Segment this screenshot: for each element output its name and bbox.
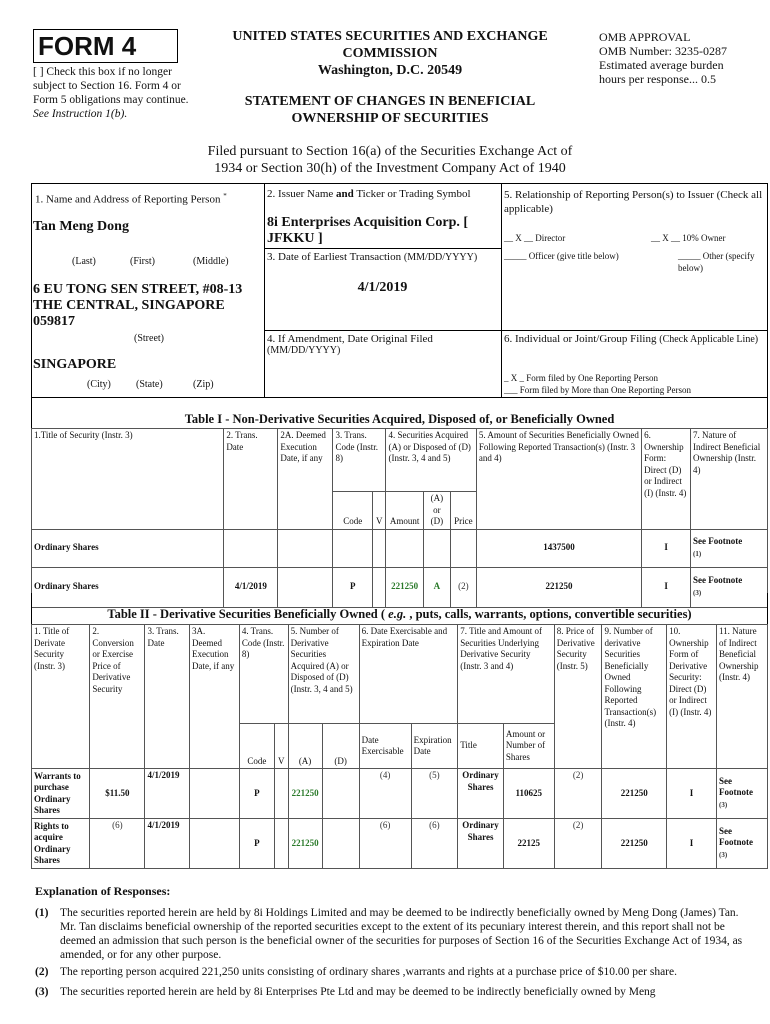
t2-r1-deemed	[190, 769, 240, 819]
form-title: FORM 4	[33, 29, 178, 63]
t2-col-form: 10. Ownership Form of Derivative Security: Direct (D) or Indirect (I) (Instr. 4)	[667, 625, 717, 769]
t1-sub-amount: Amount	[386, 492, 423, 530]
footnote-ref[interactable]: (1)	[693, 549, 702, 558]
t2-r1-d	[322, 769, 359, 819]
t2-r1-date: 4/1/2019	[145, 769, 190, 819]
t2-r2-date-ex[interactable]: (6)	[359, 819, 411, 869]
first-label: (First)	[130, 256, 155, 267]
t1-sub-aord: (A) or (D)	[423, 492, 450, 530]
zip-label: (Zip)	[193, 379, 214, 390]
t2-col-exercise: 6. Date Exercisable and Expiration Date	[359, 625, 458, 724]
t1-r2-owned: 221250	[476, 567, 641, 607]
other-checkbox[interactable]	[504, 250, 766, 274]
t2-r1-nature	[716, 769, 767, 819]
explanation-text: The reporting person acquired 221,250 units consisting of ordinary shares ,warrants and rights at a purchase price of $10.00 per share.	[60, 966, 677, 978]
other-label: _____ Other (specify below)	[678, 251, 755, 273]
t2-col-price: 8. Price of Derivative Security (Instr. 5)	[554, 625, 602, 769]
t1-r1-nature	[691, 529, 768, 567]
table2-header-row	[32, 625, 768, 724]
explanation-num: (3)	[35, 986, 49, 998]
agency-line-1: UNITED STATES SECURITIES AND EXCHANGE	[232, 29, 548, 44]
t1-r2-form: I	[642, 567, 691, 607]
footnote-ref[interactable]: (3)	[718, 850, 728, 859]
table1-title: Table I - Non-Derivative Securities Acquired, Disposed of, or Beneficially Owned	[184, 412, 615, 426]
t2-col-underlying: 7. Title and Amount of Securities Underlying Derivative Security (Instr. 3 and 4)	[458, 625, 554, 724]
box1-label-text: 1. Name and Address of Reporting Person	[35, 193, 221, 206]
t1-r1-amount	[386, 529, 423, 567]
t1-col-deemed: 2A. Deemed Execution Date, if any	[278, 429, 333, 530]
t2-r2-u-title: Ordinary Shares	[458, 819, 504, 869]
reporting-person-name: Tan Meng Dong	[33, 219, 129, 234]
t2-sub-exp: Expiration Date	[411, 724, 458, 769]
omb-line-1: OMB APPROVAL	[599, 30, 691, 44]
table-row	[32, 529, 768, 567]
explanation-item-3	[35, 985, 745, 999]
t2-r2-code: P	[239, 819, 274, 869]
t1-r2-amount: 221250	[386, 567, 423, 607]
explanation-item-1	[35, 906, 745, 962]
amendment-label	[267, 333, 503, 356]
t1-col-code: 3. Trans. Code (Instr. 8)	[333, 429, 386, 492]
t1-r2-deemed	[278, 567, 333, 607]
footnote-ref[interactable]: (3)	[718, 800, 728, 809]
t2-col-number: 5. Number of Derivative Securities Acquired (A) or Disposed of (D) (Instr. 3, 4 and 5)	[288, 625, 359, 724]
derivative-table	[31, 624, 768, 869]
t1-r2-aord: A	[423, 567, 450, 607]
t2-r2-u-amount: 22125	[503, 819, 554, 869]
divider	[501, 183, 502, 398]
t1-r2-price[interactable]: (2)	[450, 567, 476, 607]
t2-sub-title: Title	[458, 724, 504, 769]
city-value: SINGAPORE	[33, 357, 117, 372]
t2-r1-code: P	[239, 769, 274, 819]
explanation-item-2	[35, 965, 745, 979]
box4-label-text: 4. If Amendment, Date Original Filed	[267, 333, 433, 345]
agency-line-2: COMMISSION	[342, 46, 438, 61]
t1-r1-owned: 1437500	[476, 529, 641, 567]
t1-col-title: 1.Title of Security (Instr. 3)	[32, 429, 224, 530]
street-label: (Street)	[134, 333, 164, 344]
agency-line-3: Washington, D.C. 20549	[317, 63, 463, 78]
t2-title-eg: e.g.	[388, 607, 407, 621]
ten-percent-owner-checkbox[interactable]: __ X __ 10% Owner	[651, 233, 726, 243]
explanation-num: (2)	[35, 966, 49, 978]
table-row	[32, 769, 768, 819]
t2-r2-deemed	[190, 819, 240, 869]
t2-r2-form: I	[667, 819, 717, 869]
reporting-person-label	[35, 192, 260, 206]
statement-heading	[205, 93, 575, 127]
t2-r1-v	[274, 769, 288, 819]
table2-title	[31, 607, 768, 622]
omb-line-4: hours per response... 0.5	[599, 72, 716, 86]
t1-r1-price	[450, 529, 476, 567]
t1-col-nature: 7. Nature of Indirect Beneficial Ownership (Instr. 4)	[691, 429, 768, 530]
t2-sub-date-ex: Date Exercisable	[359, 724, 411, 769]
t2-col-conversion: 2. Conversion or Exercise Price of Derivative Security	[90, 625, 145, 769]
t2-r2-d-price[interactable]: (2)	[554, 819, 602, 869]
t1-sub-v: V	[372, 492, 386, 530]
divider	[31, 397, 768, 398]
t2-r2-owned: 221250	[602, 819, 667, 869]
t2-col-deemed: 3A. Deemed Execution Date, if any	[190, 625, 240, 769]
t2-r1-u-title: Ordinary Shares	[458, 769, 504, 819]
divider	[767, 183, 768, 398]
omb-line-3: Estimated average burden	[599, 58, 724, 72]
t1-sub-code: Code	[333, 492, 373, 530]
t1-r2-nature	[691, 567, 768, 607]
t1-r2-code: P	[333, 567, 373, 607]
t2-r1-a: 221250	[288, 769, 322, 819]
t2-title-pre: Table II - Derivative Securities Beneficially Owned (	[107, 607, 389, 621]
one-person-filing[interactable]: _ X _ Form filed by One Reporting Person	[504, 373, 658, 383]
t1-r1-deemed	[278, 529, 333, 567]
issuer-label-and: and	[336, 188, 354, 200]
t1-col-owned: 5. Amount of Securities Beneficially Owned Following Reported Transaction(s) (Instr. 3 and 4)	[476, 429, 641, 530]
t1-r1-v	[372, 529, 386, 567]
t2-title-post: , puts, calls, warrants, options, convertible securities)	[406, 607, 692, 621]
divider	[31, 183, 768, 184]
t1-r2-v	[372, 567, 386, 607]
table-row	[32, 819, 768, 869]
t1-r1-nature-text: See Footnote	[693, 536, 743, 546]
t1-r1-title: Ordinary Shares	[32, 529, 224, 567]
table1-header-row	[32, 429, 768, 492]
filed-line-1: Filed pursuant to Section 16(a) of the Securities Exchange Act of	[207, 144, 573, 159]
t1-r1-date	[224, 529, 278, 567]
see-instruction: See Instruction 1(b).	[33, 108, 128, 120]
footnote-ref[interactable]: (3)	[693, 588, 702, 597]
t2-sub-v: V	[274, 724, 288, 769]
t2-r2-exp[interactable]: (6)	[411, 819, 458, 869]
explanation-heading: Explanation of Responses:	[35, 884, 171, 898]
joint-filing-label	[504, 333, 766, 346]
city-label: (City)	[87, 379, 111, 390]
t2-col-title: 1. Title of Derivate Security (Instr. 3)	[32, 625, 90, 769]
t2-col-owned: 9. Number of derivative Securities Beneficially Owned Following Reported Transaction(s) (Instr. 4)	[602, 625, 667, 769]
divider	[264, 248, 501, 249]
t1-r1-form: I	[642, 529, 691, 567]
divider	[264, 330, 768, 331]
section16-checkbox-text	[33, 65, 193, 121]
t2-r2-nature-text: See Footnote	[718, 825, 753, 848]
street-address: 6 EU TONG SEN STREET, #08-13 THE CENTRAL, SINGAPORE 059817	[33, 282, 243, 329]
t2-r1-date-ex[interactable]: (4)	[359, 769, 411, 819]
omb-line-2: OMB Number: 3235-0287	[599, 44, 727, 58]
t1-r1-aord	[423, 529, 450, 567]
explanation-text: The securities reported herein are held by 8i Holdings Limited and may be deemed to be indirectly beneficially owned by Meng Dong (James) Tan. Mr. Tan disclaims beneficial ownership of the reported securities except to the extent of its pecuniary interest therein, and this report shall not be deemed an admission that such person is the beneficial owner of the securities for purposes of Section 16 of the Securities Exchange Act of 1934, as amended, or for any other purpose.	[60, 907, 743, 961]
non-derivative-table	[31, 428, 768, 608]
t2-col-code: 4. Trans. Code (Instr. 8)	[239, 625, 288, 724]
box6-label-text: 6. Individual or Joint/Group Filing	[504, 333, 657, 345]
t2-col-date: 3. Trans. Date	[145, 625, 190, 769]
t2-r1-title: Warrants to purchase Ordinary Shares	[32, 769, 90, 819]
state-label: (State)	[136, 379, 163, 390]
explanation-text: The securities reported herein are held by 8i Enterprises Pte Ltd and may be deemed to be indirectly beneficially owned by Meng	[60, 986, 656, 998]
t1-r2-title: Ordinary Shares	[32, 567, 224, 607]
box3-label-text: 3. Date of Earliest Transaction	[267, 251, 402, 263]
t2-sub-code: Code	[239, 724, 274, 769]
t2-r2-a: 221250	[288, 819, 322, 869]
t2-r1-d-price[interactable]: (2)	[554, 769, 602, 819]
t1-r2-nature-text: See Footnote	[693, 575, 743, 585]
filed-line-2: 1934 or Section 30(h) of the Investment Company Act of 1940	[214, 161, 566, 176]
t1-sub-price: Price	[450, 492, 476, 530]
asterisk: *	[223, 192, 227, 200]
section16-checkbox[interactable]: [ ] Check this box if no longer subject to Section 16. Form 4 or Form 5 obligations may continue.	[33, 66, 189, 106]
t2-r1-nature-text: See Footnote	[718, 775, 753, 798]
relationship-label: 5. Relationship of Reporting Person(s) to Issuer (Check all applicable)	[504, 189, 763, 215]
earliest-transaction-date: 4/1/2019	[357, 280, 408, 295]
box4-format: (MM/DD/YYYY)	[267, 345, 341, 356]
explanation-num: (1)	[35, 907, 49, 919]
t2-r2-price[interactable]: (6)	[90, 819, 145, 869]
t2-col-nature: 11. Nature of Indirect Beneficial Ownership (Instr. 4)	[716, 625, 767, 769]
t1-col-date: 2. Trans. Date	[224, 429, 278, 530]
t1-r2-date: 4/1/2019	[224, 567, 278, 607]
t2-r1-owned: 221250	[602, 769, 667, 819]
t1-r1-code	[333, 529, 373, 567]
t2-r1-price: $11.50	[90, 769, 145, 819]
issuer-label-post: Ticker or Trading Symbol	[353, 188, 471, 200]
issuer-label-pre: 2. Issuer Name	[267, 188, 337, 200]
filed-pursuant	[150, 143, 630, 177]
t2-r2-d	[322, 819, 359, 869]
multiple-person-filing[interactable]: ___ Form filed by More than One Reporting Person	[504, 385, 691, 395]
issuer-name: 8i Enterprises Acquisition Corp. [ JFKKU ]	[267, 215, 469, 246]
t2-r1-exp[interactable]: (5)	[411, 769, 458, 819]
t2-sub-d: (D)	[322, 724, 359, 769]
table-row	[32, 567, 768, 607]
director-checkbox[interactable]: __ X __ Director	[504, 233, 566, 243]
officer-checkbox[interactable]: _____ Officer (give title below)	[504, 251, 619, 261]
agency-heading	[205, 28, 575, 79]
statement-line-2: OWNERSHIP OF SECURITIES	[291, 111, 489, 126]
box6-check: (Check Applicable Line)	[659, 334, 759, 345]
box3-format: (MM/DD/YYYY)	[403, 252, 478, 263]
t2-r1-u-amount: 110625	[503, 769, 554, 819]
t1-col-acquired: 4. Securities Acquired (A) or Disposed of (D) (Instr. 3, 4 and 5)	[386, 429, 476, 492]
t2-r2-nature	[716, 819, 767, 869]
t2-r2-date: 4/1/2019	[145, 819, 190, 869]
issuer-label	[267, 188, 503, 200]
t2-r2-v	[274, 819, 288, 869]
omb-approval	[599, 30, 764, 86]
earliest-transaction-label	[267, 251, 503, 263]
t2-r2-title: Rights to acquire Ordinary Shares	[32, 819, 90, 869]
last-label: (Last)	[72, 256, 96, 267]
t2-sub-a: (A)	[288, 724, 322, 769]
middle-label: (Middle)	[193, 256, 229, 267]
t2-sub-amount: Amount or Number of Shares	[503, 724, 554, 769]
divider	[31, 183, 32, 398]
statement-line-1: STATEMENT OF CHANGES IN BENEFICIAL	[244, 94, 536, 109]
t2-r1-form: I	[667, 769, 717, 819]
t1-col-form: 6. Ownership Form: Direct (D) or Indirect (I) (Instr. 4)	[642, 429, 691, 530]
